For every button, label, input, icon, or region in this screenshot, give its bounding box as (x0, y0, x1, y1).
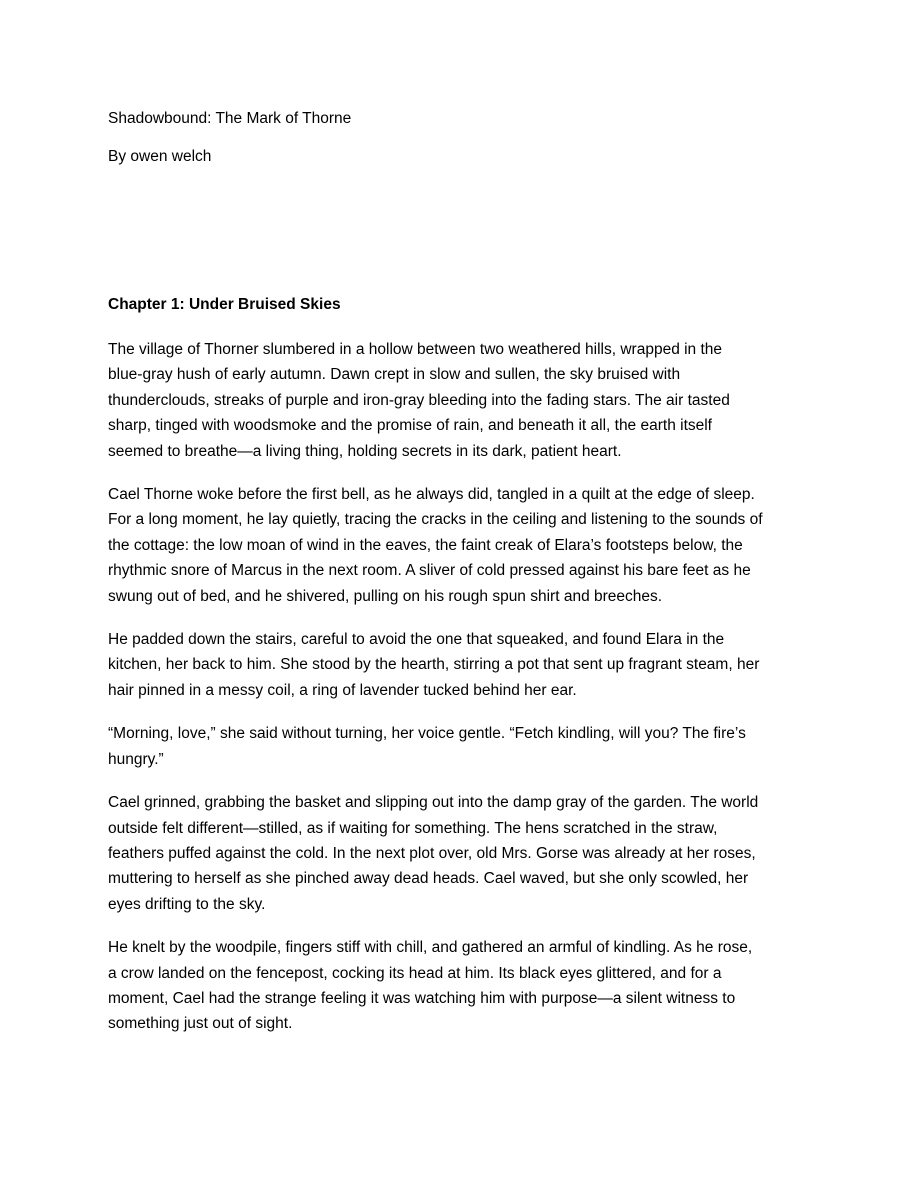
chapter-heading: Chapter 1: Under Bruised Skies (108, 296, 341, 313)
paragraph-4 (108, 721, 820, 772)
text-line: seemed to breathe—a living thing, holding secrets in its dark, patient heart. (108, 442, 622, 460)
paragraph-5 (108, 790, 820, 917)
text-line: hungry.” (108, 750, 164, 768)
chapter-body (108, 337, 820, 1055)
paragraph-1 (108, 337, 820, 464)
text-line: He padded down the stairs, careful to avoid the one that squeaked, and found Elara in the (108, 631, 725, 649)
text-line: the cottage: the low moan of wind in the eaves, the faint creak of Elara’s footsteps below, the (108, 536, 743, 554)
text-line: blue-gray hush of early autumn. Dawn crept in slow and sullen, the sky bruised with (108, 366, 681, 384)
text-line: feathers puffed against the cold. In the next plot over, old Mrs. Gorse was already at her roses, (108, 844, 756, 862)
text-line: swung out of bed, and he shivered, pulling on his rough spun shirt and breeches. (108, 587, 663, 605)
document-title: Shadowbound: The Mark of Thorne (108, 110, 352, 127)
paragraph-3 (108, 627, 820, 703)
text-line: outside felt different—stilled, as if waiting for something. The hens scratched in the straw, (108, 819, 718, 837)
text-line: He knelt by the woodpile, fingers stiff with chill, and gathered an armful of kindling. As he rose, (108, 939, 753, 957)
paragraph-6 (108, 935, 820, 1037)
paragraph-2 (108, 482, 820, 609)
text-line: something just out of sight. (108, 1015, 293, 1033)
text-line: sharp, tinged with woodsmoke and the promise of rain, and beneath it all, the earth itself (108, 417, 712, 435)
text-line: Cael grinned, grabbing the basket and slipping out into the damp gray of the garden. The world (108, 794, 759, 812)
text-line: thunderclouds, streaks of purple and iron-gray bleeding into the fading stars. The air tasted (108, 391, 730, 409)
text-line: Cael Thorne woke before the first bell, as he always did, tangled in a quilt at the edge of sleep. (108, 486, 755, 504)
text-line: muttering to herself as she pinched away dead heads. Cael waved, but she only scowled, her (108, 870, 749, 888)
text-line: “Morning, love,” she said without turning, her voice gentle. “Fetch kindling, will you? The fire’s (108, 725, 746, 743)
text-line: eyes drifting to the sky. (108, 895, 266, 913)
text-line: The village of Thorner slumbered in a hollow between two weathered hills, wrapped in the (108, 341, 723, 358)
text-line: a crow landed on the fencepost, cocking its head at him. Its black eyes glittered, and for a (108, 964, 722, 982)
text-line: rhythmic snore of Marcus in the next room. A sliver of cold pressed against his bare feet as he (108, 562, 751, 580)
document-author: By owen welch (108, 148, 212, 165)
text-line: kitchen, her back to him. She stood by the hearth, stirring a pot that sent up fragrant steam, her (108, 656, 760, 674)
text-line: moment, Cael had the strange feeling it was watching him with purpose—a silent witness to (108, 989, 736, 1007)
text-line: hair pinned in a messy coil, a ring of lavender tucked behind her ear. (108, 681, 577, 699)
text-line: For a long moment, he lay quietly, tracing the cracks in the ceiling and listening to the sounds of (108, 511, 763, 529)
